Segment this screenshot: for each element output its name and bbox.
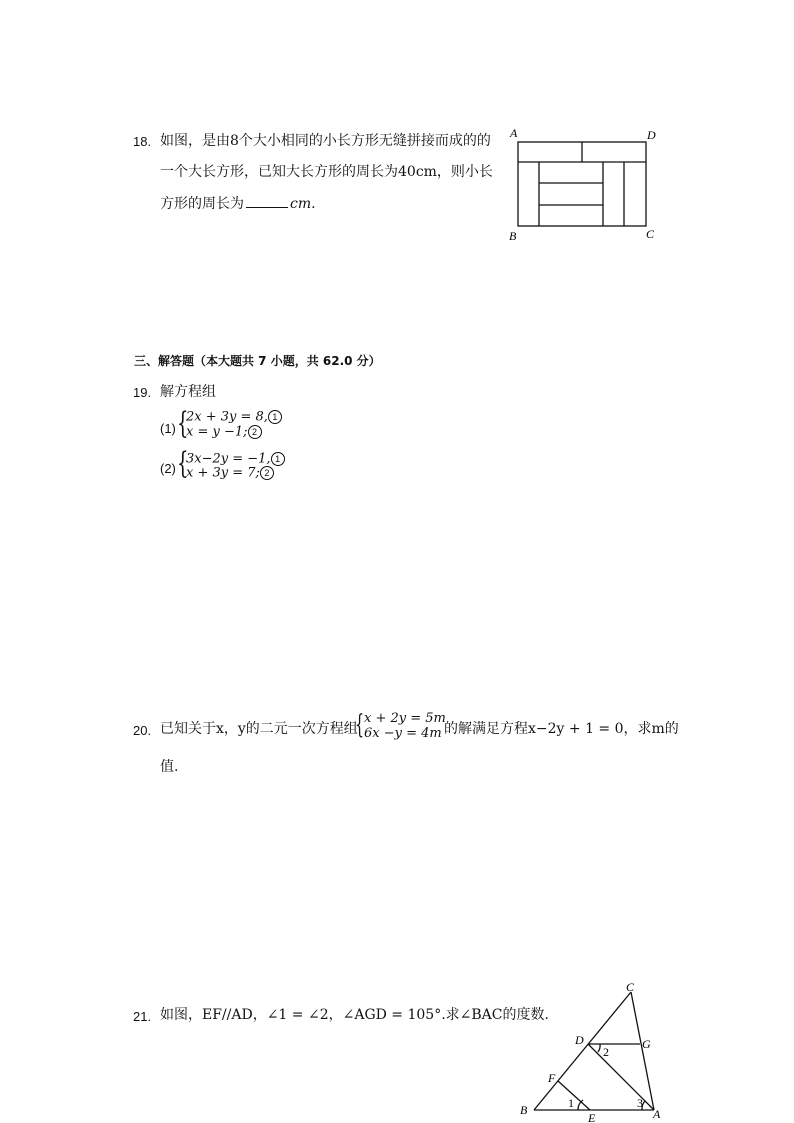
equation-text: x = y −1;: [186, 424, 248, 440]
segment-bc: [534, 992, 631, 1110]
circled-number: 1: [268, 410, 282, 424]
section-heading: 三、解答题（本大题共 7 小题，共 62.0 分）: [134, 354, 381, 368]
segment-ad: [588, 1044, 654, 1110]
vertex-label-d: D: [575, 1033, 584, 1047]
angle-arc-1: [578, 1100, 583, 1110]
equation-text: x + 3y = 7;: [186, 465, 260, 481]
vertex-label-b: B: [520, 1103, 528, 1117]
system-brace: {: [177, 406, 189, 441]
circled-number: 2: [260, 466, 274, 480]
question-text-line: 一个大长方形，已知大长方形的周长为40cm，则小长: [160, 164, 493, 180]
angle-label-2: 2: [603, 1045, 609, 1059]
question-text: 值.: [160, 759, 179, 775]
segment-ac: [631, 992, 654, 1110]
rectangle-figure: [505, 125, 665, 245]
text-segment: 方形的周长为: [160, 196, 244, 212]
question-text-line: [160, 195, 316, 212]
equation-text: 6x −y = 4m: [364, 726, 442, 741]
vertex-label-f: F: [548, 1071, 556, 1085]
angle-label-1: 1: [568, 1096, 574, 1110]
equation-text: 2x + 3y = 8,: [186, 409, 268, 425]
triangle-figure: [512, 976, 672, 1123]
equation-line: [186, 410, 282, 424]
question-text: 如图，EF//AD，∠1 = ∠2，∠AGD = 105°.求∠BAC的度数.: [160, 1007, 549, 1023]
answer-blank[interactable]: [246, 195, 288, 208]
segment-ef: [558, 1081, 590, 1110]
question-number: 19.: [133, 385, 152, 400]
question-text: 的解满足方程x−2y + 1 = 0，求m的: [444, 721, 679, 737]
question-title: 解方程组: [160, 384, 216, 400]
vertex-label-d: D: [647, 128, 656, 142]
part-label: (2): [160, 461, 176, 476]
circled-number: 1: [271, 452, 285, 466]
question-number: 18.: [133, 134, 152, 149]
part-label: (1): [160, 421, 176, 436]
vertex-label-a: A: [653, 1107, 661, 1121]
vertex-label-g: G: [642, 1037, 651, 1051]
system-brace: {: [177, 446, 189, 481]
angle-label-3: 3: [637, 1096, 643, 1110]
equation-text: x + 2y = 5m: [364, 711, 446, 726]
question-number: 21.: [133, 1009, 152, 1024]
text-segment: cm.: [290, 196, 316, 212]
question-text: 已知关于x，y的二元一次方程组: [160, 721, 358, 737]
vertex-label-a: A: [510, 126, 518, 140]
vertex-label-c: C: [646, 227, 655, 241]
question-text-line: 如图，是由8个大小相同的小长方形无缝拼接而成的的: [160, 133, 491, 149]
vertex-label-c: C: [626, 980, 635, 994]
equation-line: [186, 425, 262, 439]
equation-line: [186, 452, 285, 466]
question-number: 20.: [133, 723, 152, 738]
system-brace: {: [355, 710, 365, 740]
equation-text: 3x−2y = −1,: [186, 451, 271, 467]
angle-arc-2: [598, 1044, 600, 1052]
vertex-label-b: B: [509, 229, 517, 243]
circled-number: 2: [248, 425, 262, 439]
equation-line: [186, 466, 274, 480]
vertex-label-e: E: [588, 1111, 596, 1123]
